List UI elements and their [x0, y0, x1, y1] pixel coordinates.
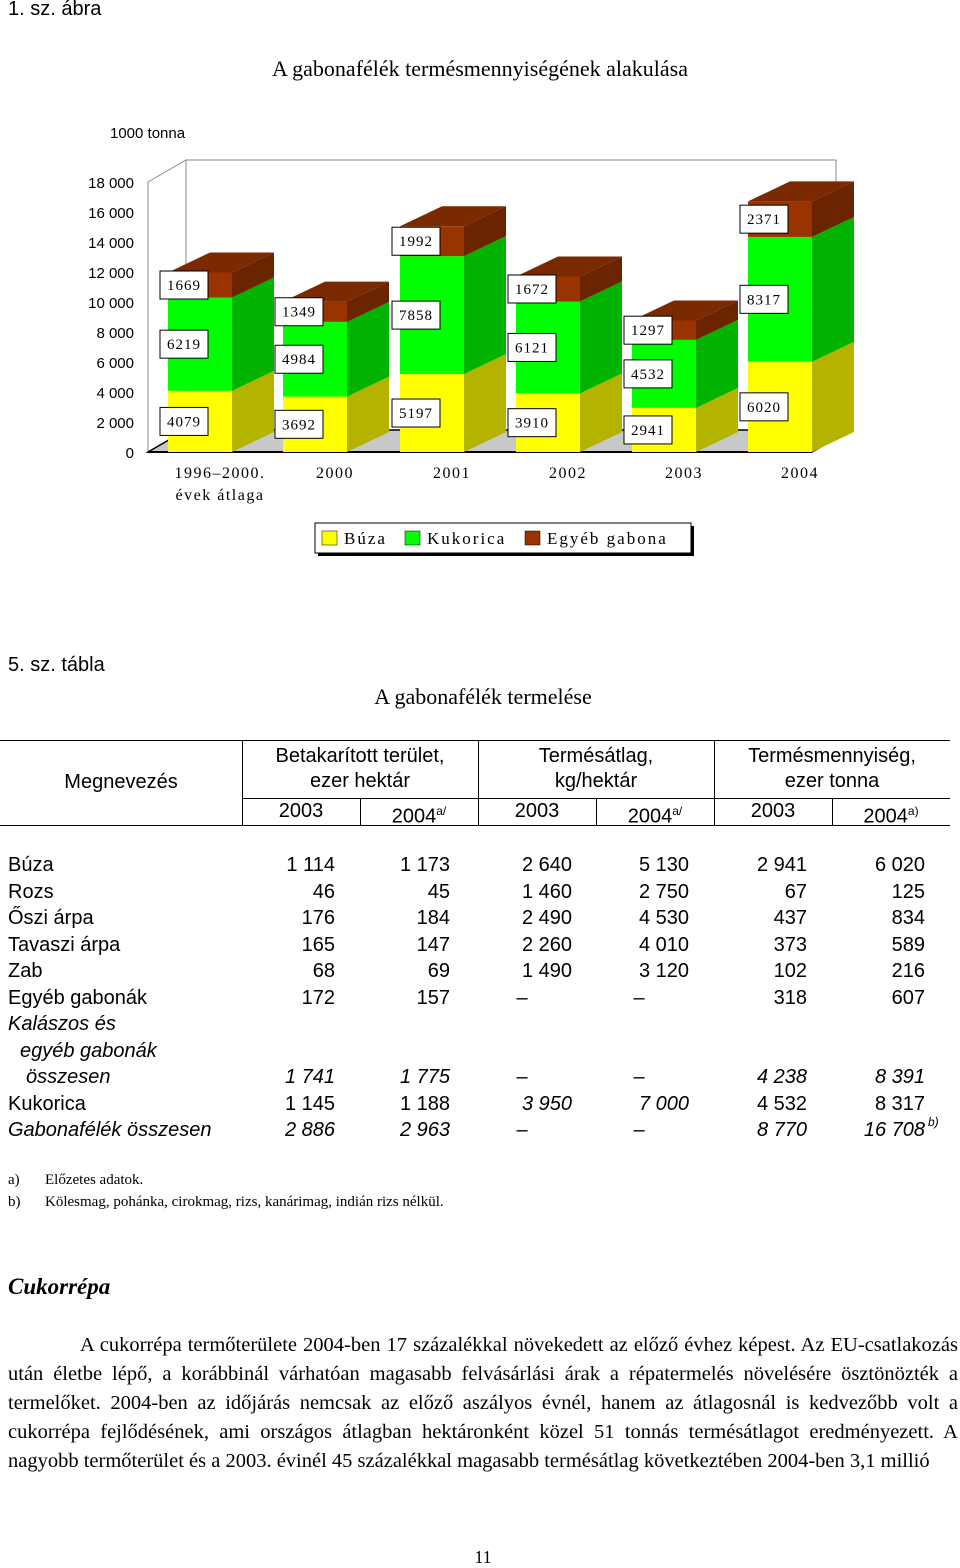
table-cell: 437: [773, 907, 807, 929]
data-label: 4532: [631, 366, 665, 383]
y-tick-label: 18 000: [88, 175, 134, 192]
legend-label: Egyéb gabona: [547, 529, 668, 548]
table-row: [0, 852, 960, 879]
table-cell: 1 775: [399, 1066, 450, 1088]
year-header: 2003: [514, 800, 560, 822]
table-cell: 318: [773, 986, 807, 1009]
table-cell: 184: [416, 907, 450, 929]
y-tick-label: 2 000: [96, 415, 134, 432]
x-tick-label: 2001: [433, 465, 471, 482]
table-cell: 172: [301, 986, 335, 1009]
legend-swatch: [525, 531, 540, 545]
table-body: [0, 852, 960, 1144]
table-row: [0, 1091, 960, 1118]
row-name: Búza: [8, 854, 54, 876]
table-cell: 589: [891, 933, 925, 956]
bar-side: [464, 236, 506, 374]
bar-side: [812, 217, 854, 362]
table-cell: 2 750: [638, 880, 689, 903]
table-cell: 2 640: [521, 854, 572, 876]
y-tick-label: 14 000: [88, 235, 134, 252]
chart-unit-label: 1000 tonna: [110, 125, 186, 142]
table-cell: 1 490: [521, 960, 572, 982]
table-cell: 3 120: [638, 960, 689, 982]
x-tick-label: 2004: [781, 465, 819, 482]
footnote-b: b) Kölesmag, pohánka, cirokmag, rizs, kanárimag, indián rizs nélkül.: [8, 1194, 444, 1210]
data-label: 1349: [282, 304, 316, 321]
data-label: 5197: [399, 406, 433, 423]
table-cell: 147: [416, 933, 450, 956]
table-cell: 8 317: [874, 1092, 925, 1115]
figure-label: 1. sz. ábra: [8, 0, 102, 20]
table-cell: –: [633, 986, 645, 1009]
y-tick-label: 6 000: [96, 355, 134, 372]
column-group-quantity: Termésmennyiség, ezer tonna: [748, 745, 916, 792]
row-name: Zab: [8, 960, 43, 982]
table-cell: 165: [301, 933, 335, 956]
data-label: 3692: [282, 417, 316, 434]
data-label: 6219: [167, 337, 201, 354]
table-cell: 834: [891, 907, 925, 929]
row-name: Kukorica: [8, 1092, 86, 1115]
table-cell: 4 238: [756, 1066, 807, 1088]
stacked-bar-chart: [0, 150, 960, 560]
x-tick-label: 1996–2000.: [174, 465, 266, 482]
row-name: Őszi árpa: [8, 907, 94, 929]
x-tick-label: 2000: [316, 465, 354, 482]
year-header: 2003: [278, 800, 324, 822]
y-tick-label: 16 000: [88, 205, 134, 222]
column-group-area: Betakarított terület, ezer hektár: [275, 745, 445, 792]
data-label: 1672: [515, 281, 549, 298]
table-cell: 67: [784, 880, 807, 903]
column-header-name: Megnevezés: [64, 771, 178, 793]
footnote-a: a) Előzetes adatok.: [8, 1172, 144, 1188]
y-tick-label: 8 000: [96, 325, 134, 342]
data-label: 2371: [747, 212, 781, 229]
data-label: 8317: [747, 292, 781, 309]
table-cell: –: [516, 1119, 528, 1141]
x-tick-label: évek átlaga: [175, 487, 265, 504]
row-name: Gabonafélék összesen: [8, 1119, 212, 1141]
column-group-yield: Termésátlag, kg/hektár: [538, 745, 654, 792]
table-cell: 4 532: [756, 1092, 807, 1115]
table-cell: 1 145: [284, 1092, 335, 1115]
row-name: Kalászos és: [8, 1013, 116, 1035]
data-label: 7858: [399, 308, 433, 325]
table-cell: 1 460: [521, 880, 572, 903]
table-cell: 68: [312, 960, 335, 982]
table-cell: 5 130: [638, 854, 689, 876]
table-cell: –: [516, 1066, 528, 1088]
table-cell: 1 114: [286, 854, 335, 876]
data-label: 4079: [167, 414, 201, 431]
table-row: [0, 1011, 960, 1038]
table-cell: 216: [891, 960, 925, 982]
table-row: [0, 1117, 960, 1144]
legend-swatch: [322, 531, 337, 545]
y-tick-label: 0: [125, 445, 134, 462]
legend-label: Kukorica: [427, 529, 507, 548]
table-cell: 1 188: [399, 1092, 450, 1115]
row-name: Egyéb gabonák: [8, 986, 148, 1009]
table-cell: 2 886: [284, 1119, 335, 1141]
data-label: 3910: [515, 415, 549, 432]
y-tick-label: 10 000: [88, 295, 134, 312]
table-row: [0, 958, 960, 985]
table-cell: 3 950: [521, 1092, 572, 1115]
table-cell: 607: [891, 986, 925, 1009]
page-number: 11: [474, 1547, 492, 1567]
table-cell: 2 490: [521, 907, 572, 929]
table-cell: 8 770: [756, 1119, 807, 1141]
table-cell: 125: [891, 880, 925, 903]
legend-swatch: [405, 531, 420, 545]
x-tick-label: 2003: [665, 465, 703, 482]
legend-label: Búza: [344, 529, 387, 548]
table-cell: 373: [773, 933, 807, 956]
data-label: 1297: [631, 323, 665, 340]
row-name: Tavaszi árpa: [8, 933, 121, 956]
table-cell: 16 708 b): [863, 1115, 939, 1141]
table-row: [0, 905, 960, 932]
table-cell: –: [516, 986, 528, 1009]
table-cell: 102: [773, 960, 807, 982]
x-tick-label: 2002: [549, 465, 587, 482]
data-label: 1669: [167, 278, 201, 295]
table-row: [0, 1064, 960, 1091]
year-header: 2003: [750, 800, 796, 822]
year-header: 2004$^{a)}$: [863, 804, 919, 828]
section-paragraph: [8, 1331, 958, 1476]
table-row: [0, 985, 960, 1012]
section-title: Cukorrépa: [8, 1274, 111, 1299]
table-header: [0, 740, 950, 826]
data-label: 6121: [515, 340, 549, 357]
chart-title: A gabonafélék termésmennyiségének alakulása: [271, 56, 688, 81]
table-cell: 8 391: [874, 1066, 925, 1088]
table-cell: 2 963: [399, 1119, 450, 1141]
table-cell: 4 010: [638, 933, 689, 956]
table-cell: 1 173: [399, 854, 450, 876]
table-cell: –: [633, 1066, 645, 1088]
data-label: 1992: [399, 234, 433, 251]
table-cell: 4 530: [638, 907, 689, 929]
row-name: Rozs: [8, 880, 54, 903]
table-cell: 1 741: [284, 1066, 335, 1088]
y-tick-label: 12 000: [88, 265, 134, 282]
table-row: [0, 1038, 960, 1065]
table-cell: 46: [312, 880, 335, 903]
year-header: $2004^{a/}$: [627, 804, 683, 828]
table-cell: 45: [427, 880, 450, 903]
table-cell: –: [633, 1119, 645, 1141]
data-label: 2941: [631, 422, 665, 439]
table-cell: 6 020: [874, 854, 925, 876]
table-label: 5. sz. tábla: [8, 654, 105, 676]
table-cell: 2 260: [521, 933, 572, 956]
y-tick-label: 4 000: [96, 385, 134, 402]
year-header: $2004^{a/}$: [391, 804, 447, 828]
row-name: egyéb gabonák: [20, 1039, 157, 1062]
table-row: [0, 879, 960, 906]
table-row: [0, 932, 960, 959]
row-name: összesen: [26, 1066, 111, 1088]
table-cell: 2 941: [756, 854, 807, 876]
paragraph-text: A cukorrépa termőterülete 2004-ben 17 százalékkal növekedett az előző évhez képest. Az EU-csatlakozás után életbe lépő, a korábbinál várhatóan magasabb felvásárlási árak a répatermelés növelésére ösztönözték a termelőket. 2004-ben az időjárás nemcsak az előző aszályos évnél, hanem az átlagosnál is kedvezőbb volt a cukorrépa fejlődésének, ami országos átlagban hektáronként közel 51 tonnás termésátlagot eredményezett. A nagyobb termőterület és a 2003. évinél 45 százalékkal magasabb termésátlag következtében 2004-ben 3,1 millió: [8, 1334, 958, 1472]
table-title: A gabonafélék termelése: [374, 684, 592, 709]
table-cell: 157: [416, 986, 450, 1009]
data-label: 6020: [747, 399, 781, 416]
table-cell: 7 000: [638, 1092, 689, 1115]
data-label: 4984: [282, 352, 316, 369]
table-cell: 176: [301, 907, 335, 929]
table-cell: 69: [427, 960, 450, 982]
